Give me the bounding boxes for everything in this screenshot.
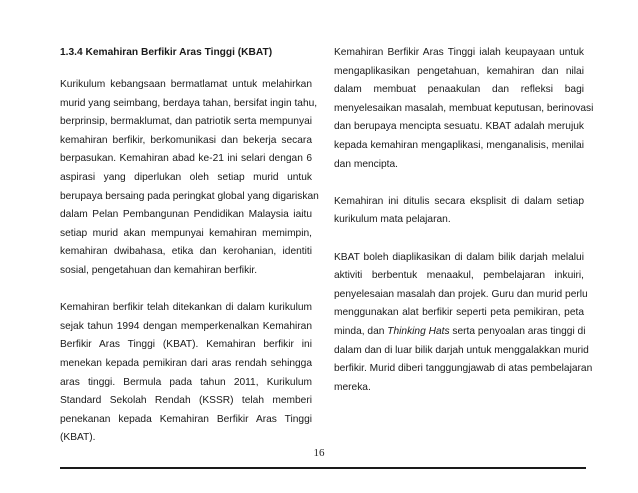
text-line: murid yang seimbang, berdaya tahan, bersifat ingin tahu, — [60, 97, 318, 109]
text-line-thinking-hats — [334, 323, 584, 342]
spacer — [60, 62, 312, 76]
text-line: kurikulum mata pelajaran. — [334, 214, 451, 226]
text-line: Berfikir Aras Tinggi (KBAT). Kemahiran berfikir ini — [60, 339, 312, 351]
text-line: setiap murid akan mempunyai kemahiran memimpin, — [60, 227, 312, 239]
page-number: 16 — [313, 447, 325, 459]
text-line: menyelesaikan masalah, membuat keputusan, berinovasi — [334, 102, 594, 114]
text-segment: minda, dan — [334, 325, 388, 337]
left-column — [60, 44, 319, 448]
paragraph-definition — [334, 44, 594, 174]
text-line: Kurikulum kebangsaan bermatlamat untuk melahirkan — [60, 79, 312, 90]
thinking-hats-term: Thinking Hats — [387, 325, 450, 337]
paragraph-aplikasi — [334, 249, 593, 398]
spacer — [334, 174, 584, 193]
text-line: mengaplikasikan pengetahuan, kemahiran dan nilai — [334, 65, 584, 77]
text-line: berpasukan. Kemahiran abad ke-21 ini selari dengan 6 — [60, 153, 312, 165]
text-line: kemahiran dwibahasa, etika dan kerohanian, identiti — [60, 246, 312, 258]
text-line: sosial, pengetahuan dan kemahiran berfikir. — [60, 264, 258, 276]
text-line: Kemahiran ini ditulis secara eksplisit di dalam setiap — [334, 195, 584, 207]
text-line: berfikir. Murid diberi tanggungjawab di atas pembelajaran — [334, 363, 593, 375]
text-line: sejak tahun 1994 dengan memperkenalkan Kemahiran — [60, 320, 312, 332]
text-line: Kemahiran berfikir telah ditekankan di dalam kurikulum — [60, 302, 312, 314]
text-line: kepada kemahiran mengaplikasi, menganalisis, menilai — [334, 139, 584, 151]
text-line: Kemahiran Berfikir Aras Tinggi ialah keupayaan untuk — [334, 47, 584, 58]
right-column — [334, 44, 594, 397]
text-line: dalam dan di luar bilik darjah untuk menggalakkan murid — [334, 344, 589, 356]
paragraph-eksplisit — [334, 193, 584, 230]
text-line: (KBAT). — [60, 432, 96, 444]
paragraph-kemahiran-berfikir — [60, 299, 312, 448]
text-line: dan mencipta. — [334, 158, 398, 170]
spacer — [60, 281, 312, 300]
text-line: penekanan kepada Kemahiran Berfikir Aras Tinggi — [60, 413, 312, 425]
text-line: aspirasi yang diperlukan oleh setiap murid untuk — [60, 171, 312, 183]
footer-rule — [60, 467, 586, 469]
text-line: penyelesaian masalah dan projek. Guru dan murid perlu — [334, 288, 588, 300]
text-line: aktiviti berbentuk menaakul, pembelajaran inkuiri, — [334, 270, 584, 282]
text-line: KBAT boleh diaplikasikan di dalam bilik darjah melalui — [334, 251, 584, 263]
text-line: dalam Pelan Pembangunan Pendidikan Malaysia iaitu — [60, 209, 312, 221]
text-line: dan berupaya mencipta sesuatu. KBAT adalah merujuk — [334, 121, 584, 133]
text-line: berprinsip, bermaklumat, dan patriotik serta mempunyai — [60, 116, 312, 128]
section-heading: 1.3.4 Kemahiran Berfikir Aras Tinggi (KBAT) — [60, 47, 273, 58]
paragraph-kurikulum — [60, 76, 319, 281]
text-line: mereka. — [334, 381, 371, 393]
text-line: aras tinggi. Bermula pada tahun 2011, Kurikulum — [60, 376, 312, 388]
text-line: berupaya bersaing pada peringkat global yang digariskan — [60, 190, 319, 202]
spacer — [334, 230, 584, 249]
text-line: menekan kepada pemikiran dari aras rendah sehingga — [60, 357, 312, 369]
text-line: Standard Sekolah Rendah (KSSR) telah memberi — [60, 395, 312, 407]
text-line: menggunakan alat berfikir seperti peta pemikiran, peta — [334, 307, 584, 319]
text-line: dalam membuat penaakulan dan refleksi bagi — [334, 84, 584, 96]
text-line: kemahiran berfikir, berkomunikasi dan bekerja secara — [60, 134, 312, 146]
text-segment: serta penyoalan aras tinggi di — [449, 325, 586, 337]
